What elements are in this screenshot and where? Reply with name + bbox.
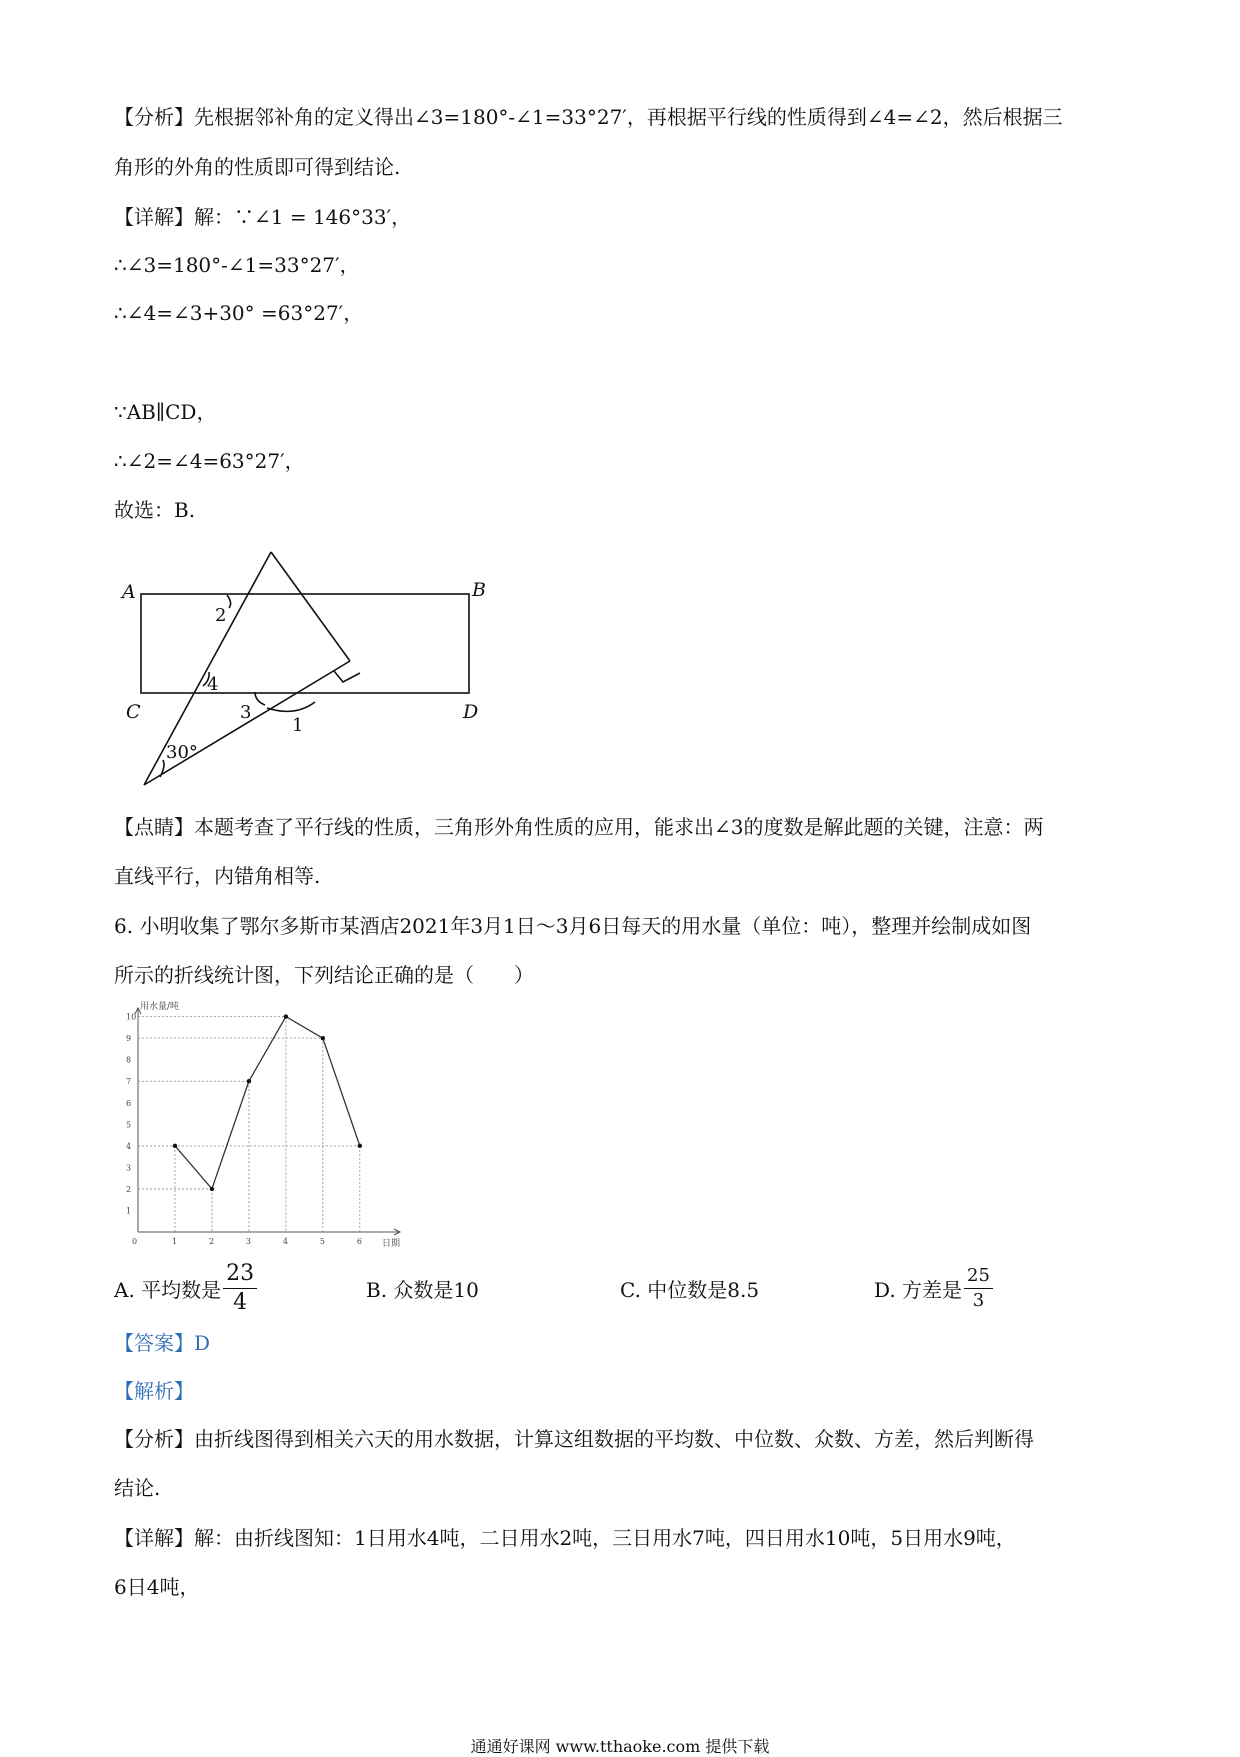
option-d-denominator: 3: [972, 1289, 985, 1311]
data-point: [284, 1014, 288, 1018]
label-d: D: [463, 701, 479, 723]
right-angle-mark: [334, 671, 360, 682]
y-tick-label: 5: [126, 1120, 132, 1130]
q6-detail-1: 【详解】解：由折线图知：1日用水4吨，二日用水2吨，三日用水7吨，四日用水10吨，5日用水9吨，: [114, 1526, 1016, 1550]
line-apex-vertex: [144, 552, 271, 785]
label-a: A: [122, 581, 136, 603]
q5-detail-5: ∴∠2=∠4=63°27′，: [114, 449, 305, 473]
y-tick-label: 10: [126, 1012, 137, 1022]
rectangle-abdc: [141, 594, 469, 693]
q5-analysis: 【分析】先根据邻补角的定义得出∠3=180°-∠1=33°27′，再根据平行线的性质得到∠4=∠2，然后根据三: [114, 105, 1063, 129]
x-tick-label: 6: [356, 1237, 362, 1246]
option-a: [114, 1258, 257, 1318]
option-d: [874, 1258, 993, 1318]
x-tick-label: 4: [282, 1237, 288, 1246]
q5-detail-3: ∴∠4=∠3+30° =63°27′，: [114, 301, 364, 325]
q5-choose: 故选：B.: [114, 498, 196, 522]
footer-source: 通通好课网 www.tthaoke.com 提供下载: [470, 1737, 770, 1756]
line-apex-right: [271, 552, 350, 661]
angle-arc-2: [227, 595, 231, 608]
q5-comment: 【点睛】本题考查了平行线的性质，三角形外角性质的应用，能求出∠3的度数是解此题的关键，注意：两: [114, 815, 1044, 839]
option-d-text: D. 方差是: [874, 1277, 963, 1302]
angle-arc-30: [160, 760, 164, 777]
y-tick-label: 8: [126, 1055, 132, 1065]
label-b: B: [472, 579, 486, 601]
y-tick-label: 4: [126, 1141, 132, 1151]
q6-detail-2: 6日4吨，: [114, 1575, 200, 1599]
y-tick-label: 1: [126, 1206, 132, 1216]
data-point: [173, 1144, 177, 1148]
q5-comment-cont: 直线平行，内错角相等.: [114, 864, 321, 888]
q5-analysis-cont: 角形的外角的性质即可得到结论.: [114, 155, 401, 179]
q5-detail-4: ∵AB∥CD，: [114, 400, 217, 424]
q5-detail-2: ∴∠3=180°-∠1=33°27′，: [114, 253, 360, 277]
data-point: [321, 1036, 325, 1040]
x-tick-label: 1: [171, 1237, 178, 1246]
data-point: [247, 1079, 251, 1083]
option-a-numerator: 23: [223, 1263, 257, 1289]
x-axis-label: 日期: [382, 1239, 401, 1249]
option-a-denominator: 4: [233, 1289, 248, 1315]
option-b: [366, 1258, 479, 1318]
q6-stem-2: 所示的折线统计图，下列结论正确的是（ ）: [114, 963, 534, 987]
label-angle-4: 4: [207, 674, 219, 695]
x-tick-label: 5: [319, 1237, 325, 1246]
y-tick-label: 6: [126, 1098, 132, 1108]
label-angle-3: 3: [240, 702, 252, 723]
option-d-numerator: 25: [964, 1267, 993, 1289]
water-usage-line-chart: [120, 1000, 420, 1250]
option-d-fraction: [964, 1264, 993, 1311]
q5-detail-1: 【详解】解：∵∠1 = 146°33′，: [114, 205, 412, 229]
label-angle-2: 2: [215, 605, 227, 626]
line-vertex-right: [144, 661, 350, 785]
series-line: [175, 1017, 360, 1189]
q6-parse-title: 【解析】: [114, 1379, 194, 1403]
angle-arc-3: [255, 692, 265, 705]
option-c: [620, 1258, 759, 1318]
y-axis-label: 用水量/吨: [140, 1002, 180, 1012]
label-angle-30: 30°: [166, 742, 198, 763]
q6-stem-1: 6. 小明收集了鄂尔多斯市某酒店2021年3月1日～3月6日每天的用水量（单位：吨），整理并绘制成如图: [114, 914, 1032, 938]
origin-label: 0: [132, 1237, 138, 1246]
q6-analysis-cont: 结论.: [114, 1476, 161, 1500]
option-a-fraction: [223, 1260, 257, 1315]
x-tick-label: 2: [208, 1237, 215, 1246]
y-tick-label: 9: [126, 1034, 132, 1044]
geometry-figure: [0, 0, 1240, 800]
q6-answer: 【答案】D: [114, 1331, 211, 1355]
y-tick-label: 3: [126, 1163, 132, 1173]
option-c-text: C. 中位数是8.5: [620, 1277, 760, 1302]
q6-analysis: 【分析】由折线图得到相关六天的用水数据，计算这组数据的平均数、中位数、众数、方差，然后判断得: [114, 1427, 1034, 1451]
label-angle-1: 1: [292, 715, 304, 736]
label-c: C: [126, 701, 141, 723]
option-a-text: A. 平均数是: [114, 1277, 222, 1302]
option-b-text: B. 众数是10: [366, 1277, 479, 1302]
data-point: [358, 1144, 362, 1148]
x-tick-label: 3: [245, 1237, 252, 1246]
data-point: [210, 1187, 214, 1191]
y-tick-label: 7: [126, 1077, 132, 1087]
y-tick-label: 2: [126, 1184, 132, 1194]
